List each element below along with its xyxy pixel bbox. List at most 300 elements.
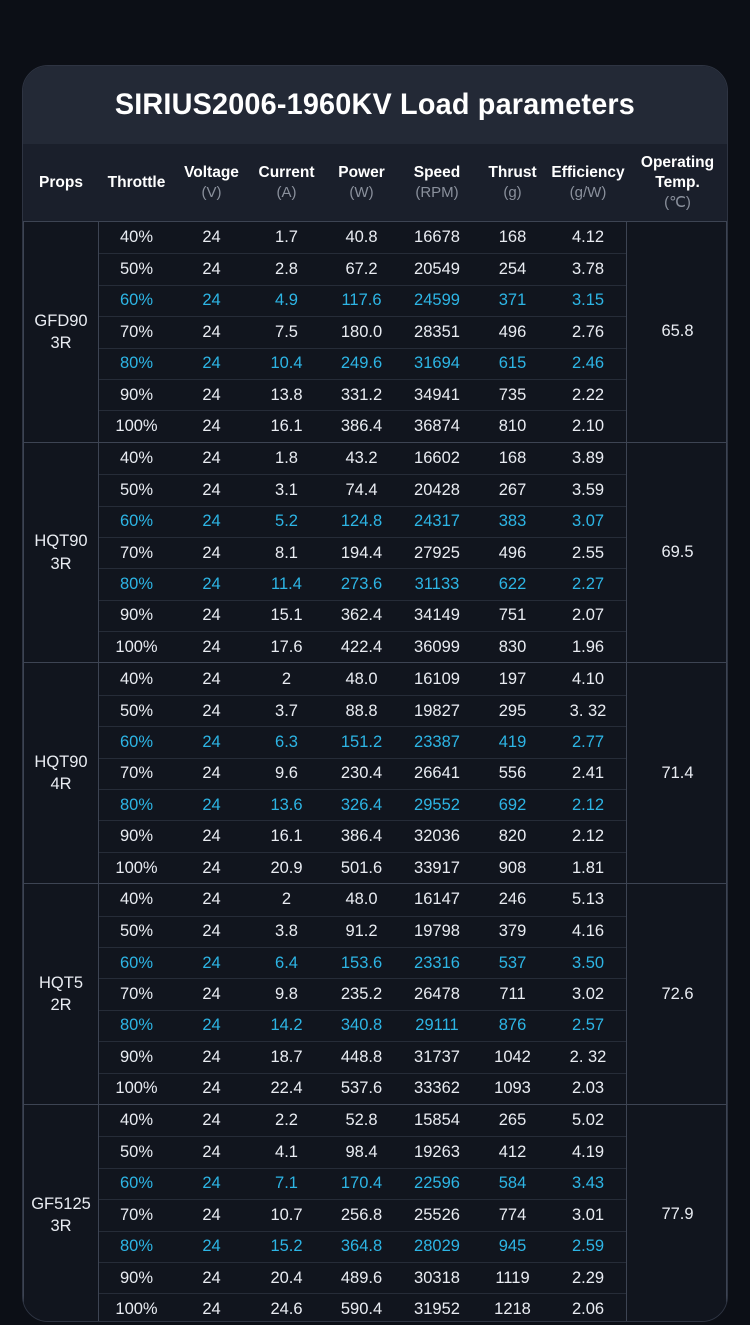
cell-efficiency: 2.12: [571, 827, 605, 846]
cell-speed: 16678: [414, 228, 460, 247]
cell-thrust: 908: [498, 858, 527, 877]
table-row: [99, 726, 626, 757]
cell-voltage: 24: [202, 985, 221, 1004]
prop-name: [24, 1105, 99, 1322]
cell-speed: 31952: [414, 1299, 460, 1318]
cell-speed: 20549: [414, 260, 460, 279]
cell-throttle: 50%: [119, 480, 154, 499]
cell-speed: 31133: [414, 574, 460, 593]
prop-name-line: HQT90: [34, 532, 88, 551]
table-row: [99, 1293, 626, 1322]
cell-voltage: 24: [202, 858, 221, 877]
cell-speed: 27925: [414, 543, 460, 562]
cell-throttle: 70%: [119, 543, 154, 562]
cell-thrust: 254: [498, 260, 527, 279]
cell-current: 11.4: [271, 574, 302, 593]
cell-throttle: 60%: [119, 953, 154, 972]
cell-current: 1.8: [275, 448, 298, 467]
operating-temp-cell: [626, 884, 728, 1104]
column-header-props: [23, 144, 99, 221]
column-header-power: [324, 144, 399, 221]
cell-speed: 23316: [414, 953, 460, 972]
table-row: [99, 348, 626, 379]
cell-throttle: 70%: [119, 985, 154, 1004]
cell-thrust: 496: [498, 322, 527, 341]
column-unit: (W): [349, 184, 374, 202]
cell-current: 17.6: [270, 637, 303, 656]
table-row: [99, 253, 626, 284]
cell-throttle: 60%: [119, 512, 154, 531]
cell-throttle: 100%: [115, 1299, 158, 1318]
operating-temp-value: 71.4: [661, 763, 694, 782]
cell-thrust: 945: [498, 1237, 527, 1256]
cell-thrust: 1093: [494, 1079, 531, 1098]
cell-thrust: 197: [498, 669, 527, 688]
column-label: Power: [338, 164, 385, 182]
prop-name-line: 4R: [50, 775, 72, 794]
column-unit: (℃): [664, 194, 691, 212]
cell-thrust: 265: [498, 1111, 527, 1130]
cell-speed: 26641: [414, 764, 460, 783]
cell-power: 153.6: [340, 953, 383, 972]
cell-power: 256.8: [340, 1205, 383, 1224]
cell-power: 340.8: [340, 1016, 383, 1035]
cell-current: 13.6: [270, 795, 303, 814]
cell-voltage: 24: [202, 953, 221, 972]
cell-power: 386.4: [340, 417, 383, 436]
cell-efficiency: 3. 32: [569, 701, 607, 720]
cell-power: 91.2: [345, 922, 378, 941]
table-row: [99, 1262, 626, 1293]
table-header-row: [23, 144, 727, 221]
cell-current: 2.2: [275, 1111, 298, 1130]
cell-speed: 25526: [414, 1205, 460, 1224]
cell-thrust: 1119: [495, 1268, 530, 1287]
cell-speed: 22596: [414, 1174, 460, 1193]
prop-name-line: GFD90: [34, 311, 88, 330]
cell-thrust: 584: [498, 1174, 527, 1193]
cell-current: 22.4: [270, 1079, 303, 1098]
cell-current: 18.7: [270, 1047, 303, 1066]
cell-efficiency: 3.89: [571, 448, 605, 467]
cell-current: 3.8: [275, 922, 298, 941]
cell-power: 235.2: [340, 985, 383, 1004]
table-row: [99, 379, 626, 410]
table-row: [99, 568, 626, 599]
cell-power: 180.0: [340, 322, 383, 341]
cell-power: 151.2: [340, 732, 383, 751]
cell-voltage: 24: [202, 732, 221, 751]
cell-power: 537.6: [340, 1079, 383, 1098]
cell-throttle: 70%: [119, 764, 154, 783]
cell-throttle: 100%: [115, 637, 158, 656]
cell-efficiency: 5.13: [571, 890, 605, 909]
cell-thrust: 412: [498, 1143, 527, 1162]
cell-current: 16.1: [270, 417, 303, 436]
cell-speed: 34149: [414, 606, 460, 625]
operating-temp-cell: [626, 222, 728, 442]
cell-voltage: 24: [202, 890, 221, 909]
table-row: [99, 1105, 626, 1136]
cell-voltage: 24: [202, 543, 221, 562]
cell-throttle: 100%: [115, 1079, 158, 1098]
cell-efficiency: 2.12: [571, 795, 605, 814]
operating-temp-cell: [626, 443, 728, 663]
cell-current: 24.6: [270, 1299, 303, 1318]
cell-thrust: 295: [498, 701, 527, 720]
column-header-current: [249, 144, 324, 221]
operating-temp-value: 77.9: [661, 1205, 694, 1224]
table-row: [99, 506, 626, 537]
column-label: Efficiency: [551, 164, 625, 182]
prop-name-line: 3R: [50, 1216, 72, 1235]
cell-throttle: 90%: [119, 606, 154, 625]
column-label: Thrust: [488, 164, 537, 182]
cell-speed: 19263: [414, 1143, 460, 1162]
cell-speed: 33362: [414, 1079, 460, 1098]
cell-efficiency: 4.19: [571, 1143, 605, 1162]
cell-thrust: 383: [498, 512, 527, 531]
cell-thrust: 371: [498, 291, 527, 310]
cell-throttle: 80%: [119, 1237, 154, 1256]
cell-current: 10.7: [270, 1205, 303, 1224]
cell-efficiency: 2.76: [571, 322, 605, 341]
cell-efficiency: 3.59: [571, 480, 605, 499]
cell-thrust: 810: [498, 417, 527, 436]
cell-voltage: 24: [202, 448, 221, 467]
cell-efficiency: 2.59: [571, 1237, 605, 1256]
table-row: [99, 1231, 626, 1262]
cell-power: 194.4: [340, 543, 383, 562]
table-row: [99, 316, 626, 347]
cell-power: 52.8: [345, 1111, 378, 1130]
prop-name-line: 3R: [50, 333, 72, 352]
cell-speed: 29552: [414, 795, 460, 814]
table-row: [99, 222, 626, 253]
cell-throttle: 90%: [119, 827, 154, 846]
cell-voltage: 24: [202, 385, 221, 404]
cell-thrust: 622: [498, 574, 527, 593]
cell-power: 117.6: [341, 291, 382, 310]
cell-power: 448.8: [340, 1047, 383, 1066]
column-header-thrust: [475, 144, 550, 221]
cell-current: 7.5: [275, 322, 298, 341]
cell-thrust: 537: [498, 953, 527, 972]
cell-thrust: 1218: [494, 1299, 531, 1318]
cell-speed: 36874: [414, 417, 460, 436]
operating-temp-value: 65.8: [661, 322, 694, 341]
cell-efficiency: 3.01: [571, 1205, 605, 1224]
cell-voltage: 24: [202, 701, 221, 720]
cell-speed: 30318: [414, 1268, 460, 1287]
column-header-throttle: [99, 144, 174, 221]
prop-name: [24, 222, 99, 442]
cell-voltage: 24: [202, 291, 221, 310]
cell-speed: 16109: [414, 669, 460, 688]
cell-throttle: 100%: [115, 858, 158, 877]
cell-efficiency: 2.46: [571, 354, 605, 373]
cell-throttle: 70%: [119, 322, 154, 341]
cell-efficiency: 2.03: [571, 1079, 605, 1098]
cell-thrust: 692: [498, 795, 527, 814]
table-row: [99, 820, 626, 851]
operating-temp-cell: [626, 1105, 728, 1322]
cell-power: 386.4: [340, 827, 383, 846]
cell-thrust: 496: [498, 543, 527, 562]
cell-speed: 19827: [414, 701, 460, 720]
cell-efficiency: 2.57: [571, 1016, 605, 1035]
cell-current: 4.9: [275, 291, 298, 310]
cell-throttle: 50%: [119, 1143, 154, 1162]
cell-current: 3.1: [275, 480, 298, 499]
table-row: [99, 789, 626, 820]
cell-throttle: 100%: [115, 417, 158, 436]
cell-speed: 24599: [414, 291, 460, 310]
column-label: Operating Temp.: [640, 154, 715, 191]
cell-speed: 31737: [414, 1047, 460, 1066]
cell-speed: 19798: [414, 922, 460, 941]
cell-throttle: 70%: [119, 1205, 154, 1224]
cell-current: 20.4: [270, 1268, 303, 1287]
cell-speed: 31694: [414, 354, 460, 373]
prop-group-gf51253r: [24, 1104, 726, 1322]
cell-throttle: 60%: [119, 291, 154, 310]
cell-throttle: 80%: [119, 574, 154, 593]
cell-current: 5.2: [275, 512, 298, 531]
operating-temp-value: 72.6: [661, 984, 694, 1003]
cell-voltage: 24: [202, 1016, 221, 1035]
cell-efficiency: 3.07: [571, 512, 605, 531]
cell-voltage: 24: [202, 574, 221, 593]
group-rows: [99, 1105, 626, 1322]
prop-group-hqt903r: [24, 442, 726, 663]
cell-thrust: 735: [498, 385, 527, 404]
cell-current: 2.8: [275, 260, 298, 279]
cell-thrust: 379: [498, 922, 527, 941]
cell-voltage: 24: [202, 1237, 221, 1256]
column-unit: (g/W): [569, 184, 607, 202]
cell-voltage: 24: [202, 922, 221, 941]
cell-voltage: 24: [202, 764, 221, 783]
cell-efficiency: 5.02: [571, 1111, 605, 1130]
page-title-text: SIRIUS2006-1960KV Load parameters: [114, 88, 636, 121]
cell-power: 362.4: [340, 606, 383, 625]
cell-throttle: 80%: [119, 354, 154, 373]
cell-current: 2: [281, 890, 292, 909]
column-header-operating-temp: [626, 144, 728, 221]
column-label: Current: [258, 164, 315, 182]
cell-speed: 28029: [414, 1237, 460, 1256]
cell-voltage: 24: [202, 228, 221, 247]
column-label: Voltage: [184, 164, 239, 182]
cell-voltage: 24: [202, 1143, 221, 1162]
cell-throttle: 40%: [119, 669, 154, 688]
column-label: Props: [39, 173, 83, 191]
prop-group-gfd903r: [24, 221, 726, 442]
cell-current: 15.1: [270, 606, 303, 625]
cell-speed: 23387: [414, 732, 460, 751]
column-header-speed: [399, 144, 475, 221]
table-row: [99, 631, 626, 662]
table-row: [99, 947, 626, 978]
cell-power: 326.4: [340, 795, 383, 814]
cell-efficiency: 2.07: [571, 606, 605, 625]
cell-thrust: 615: [498, 354, 527, 373]
table-row: [99, 884, 626, 915]
table-row: [99, 978, 626, 1009]
cell-power: 422.4: [340, 637, 383, 656]
cell-throttle: 50%: [119, 260, 154, 279]
cell-power: 364.8: [340, 1237, 383, 1256]
cell-thrust: 876: [498, 1016, 527, 1035]
cell-power: 40.8: [345, 228, 378, 247]
operating-temp-cell: [626, 663, 728, 883]
cell-voltage: 24: [202, 606, 221, 625]
table-row: [99, 1136, 626, 1167]
group-rows: [99, 663, 626, 883]
cell-speed: 20428: [414, 480, 460, 499]
cell-efficiency: 3.78: [571, 260, 605, 279]
column-header-voltage: [174, 144, 249, 221]
cell-current: 6.3: [275, 732, 298, 751]
cell-efficiency: 2.10: [571, 417, 605, 436]
cell-voltage: 24: [202, 1299, 221, 1318]
cell-current: 16.1: [270, 827, 303, 846]
table-row: [99, 663, 626, 694]
cell-speed: 34941: [414, 385, 460, 404]
cell-efficiency: 3.50: [571, 953, 605, 972]
column-header-efficiency: [550, 144, 626, 221]
cell-throttle: 40%: [119, 228, 154, 247]
cell-current: 14.2: [270, 1016, 303, 1035]
cell-throttle: 40%: [119, 1111, 154, 1130]
table-row: [99, 443, 626, 474]
table-row: [99, 600, 626, 631]
cell-throttle: 90%: [119, 385, 154, 404]
cell-power: 67.2: [345, 260, 378, 279]
cell-speed: 15854: [414, 1111, 460, 1130]
column-label: Speed: [413, 164, 461, 182]
table-row: [99, 758, 626, 789]
table-row: [99, 916, 626, 947]
cell-current: 3.7: [275, 701, 298, 720]
page-title: [23, 66, 727, 144]
cell-thrust: 774: [498, 1205, 527, 1224]
cell-speed: 16602: [414, 448, 460, 467]
cell-efficiency: 4.10: [571, 669, 605, 688]
cell-power: 48.0: [345, 669, 378, 688]
cell-thrust: 168: [498, 448, 527, 467]
cell-power: 43.2: [345, 448, 378, 467]
cell-throttle: 90%: [119, 1268, 154, 1287]
cell-efficiency: 2. 32: [569, 1047, 607, 1066]
cell-voltage: 24: [202, 480, 221, 499]
cell-power: 590.4: [340, 1299, 383, 1318]
cell-efficiency: 1.81: [571, 858, 605, 877]
table-row: [99, 285, 626, 316]
cell-power: 501.6: [340, 858, 383, 877]
cell-power: 124.8: [340, 512, 383, 531]
cell-voltage: 24: [202, 637, 221, 656]
cell-thrust: 267: [498, 480, 527, 499]
group-rows: [99, 222, 626, 442]
cell-efficiency: 3.43: [571, 1174, 605, 1193]
cell-voltage: 24: [202, 512, 221, 531]
cell-power: 489.6: [340, 1268, 383, 1287]
cell-efficiency: 3.02: [571, 985, 605, 1004]
cell-power: 48.0: [345, 890, 378, 909]
cell-current: 20.9: [270, 858, 303, 877]
cell-speed: 24317: [414, 512, 460, 531]
group-rows: [99, 443, 626, 663]
cell-throttle: 90%: [119, 1047, 154, 1066]
cell-power: 230.4: [340, 764, 383, 783]
cell-current: 9.8: [275, 985, 298, 1004]
cell-voltage: 24: [202, 795, 221, 814]
cell-throttle: 50%: [119, 701, 154, 720]
prop-group-hqt52r: [24, 883, 726, 1104]
cell-thrust: 830: [498, 637, 527, 656]
cell-power: 88.8: [345, 701, 378, 720]
cell-current: 8.1: [275, 543, 298, 562]
table-row: [99, 852, 626, 883]
cell-throttle: 80%: [119, 1016, 154, 1035]
cell-throttle: 40%: [119, 890, 154, 909]
cell-efficiency: 2.27: [571, 574, 605, 593]
table-row: [99, 474, 626, 505]
cell-throttle: 40%: [119, 448, 154, 467]
prop-name: [24, 443, 99, 663]
cell-thrust: 419: [498, 732, 527, 751]
cell-voltage: 24: [202, 1174, 221, 1193]
cell-efficiency: 2.06: [571, 1299, 605, 1318]
cell-voltage: 24: [202, 1268, 221, 1287]
cell-efficiency: 1.96: [571, 637, 605, 656]
cell-power: 249.6: [340, 354, 383, 373]
table-row: [99, 1073, 626, 1104]
cell-power: 273.6: [340, 574, 383, 593]
cell-efficiency: 2.41: [571, 764, 605, 783]
cell-speed: 29111: [415, 1016, 459, 1035]
cell-power: 74.4: [345, 480, 378, 499]
cell-efficiency: 2.22: [571, 385, 605, 404]
cell-power: 170.4: [340, 1174, 383, 1193]
cell-speed: 36099: [414, 637, 460, 656]
cell-voltage: 24: [202, 1205, 221, 1224]
table-row: [99, 410, 626, 441]
table-body: [23, 221, 727, 1322]
cell-efficiency: 2.55: [571, 543, 605, 562]
cell-efficiency: 2.29: [571, 1268, 605, 1287]
cell-current: 1.7: [275, 228, 298, 247]
prop-name: [24, 663, 99, 883]
cell-current: 15.2: [270, 1237, 303, 1256]
prop-name-line: HQT90: [34, 753, 88, 772]
cell-efficiency: 2.77: [571, 732, 605, 751]
table-row: [99, 1168, 626, 1199]
cell-speed: 26478: [414, 985, 460, 1004]
load-parameters-card: [22, 65, 728, 1322]
cell-thrust: 820: [498, 827, 527, 846]
cell-current: 4.1: [275, 1143, 298, 1162]
cell-current: 6.4: [275, 953, 298, 972]
operating-temp-value: 69.5: [661, 543, 694, 562]
cell-throttle: 60%: [119, 732, 154, 751]
prop-group-hqt904r: [24, 662, 726, 883]
column-unit: (g): [503, 184, 522, 202]
cell-throttle: 60%: [119, 1174, 154, 1193]
cell-voltage: 24: [202, 1047, 221, 1066]
